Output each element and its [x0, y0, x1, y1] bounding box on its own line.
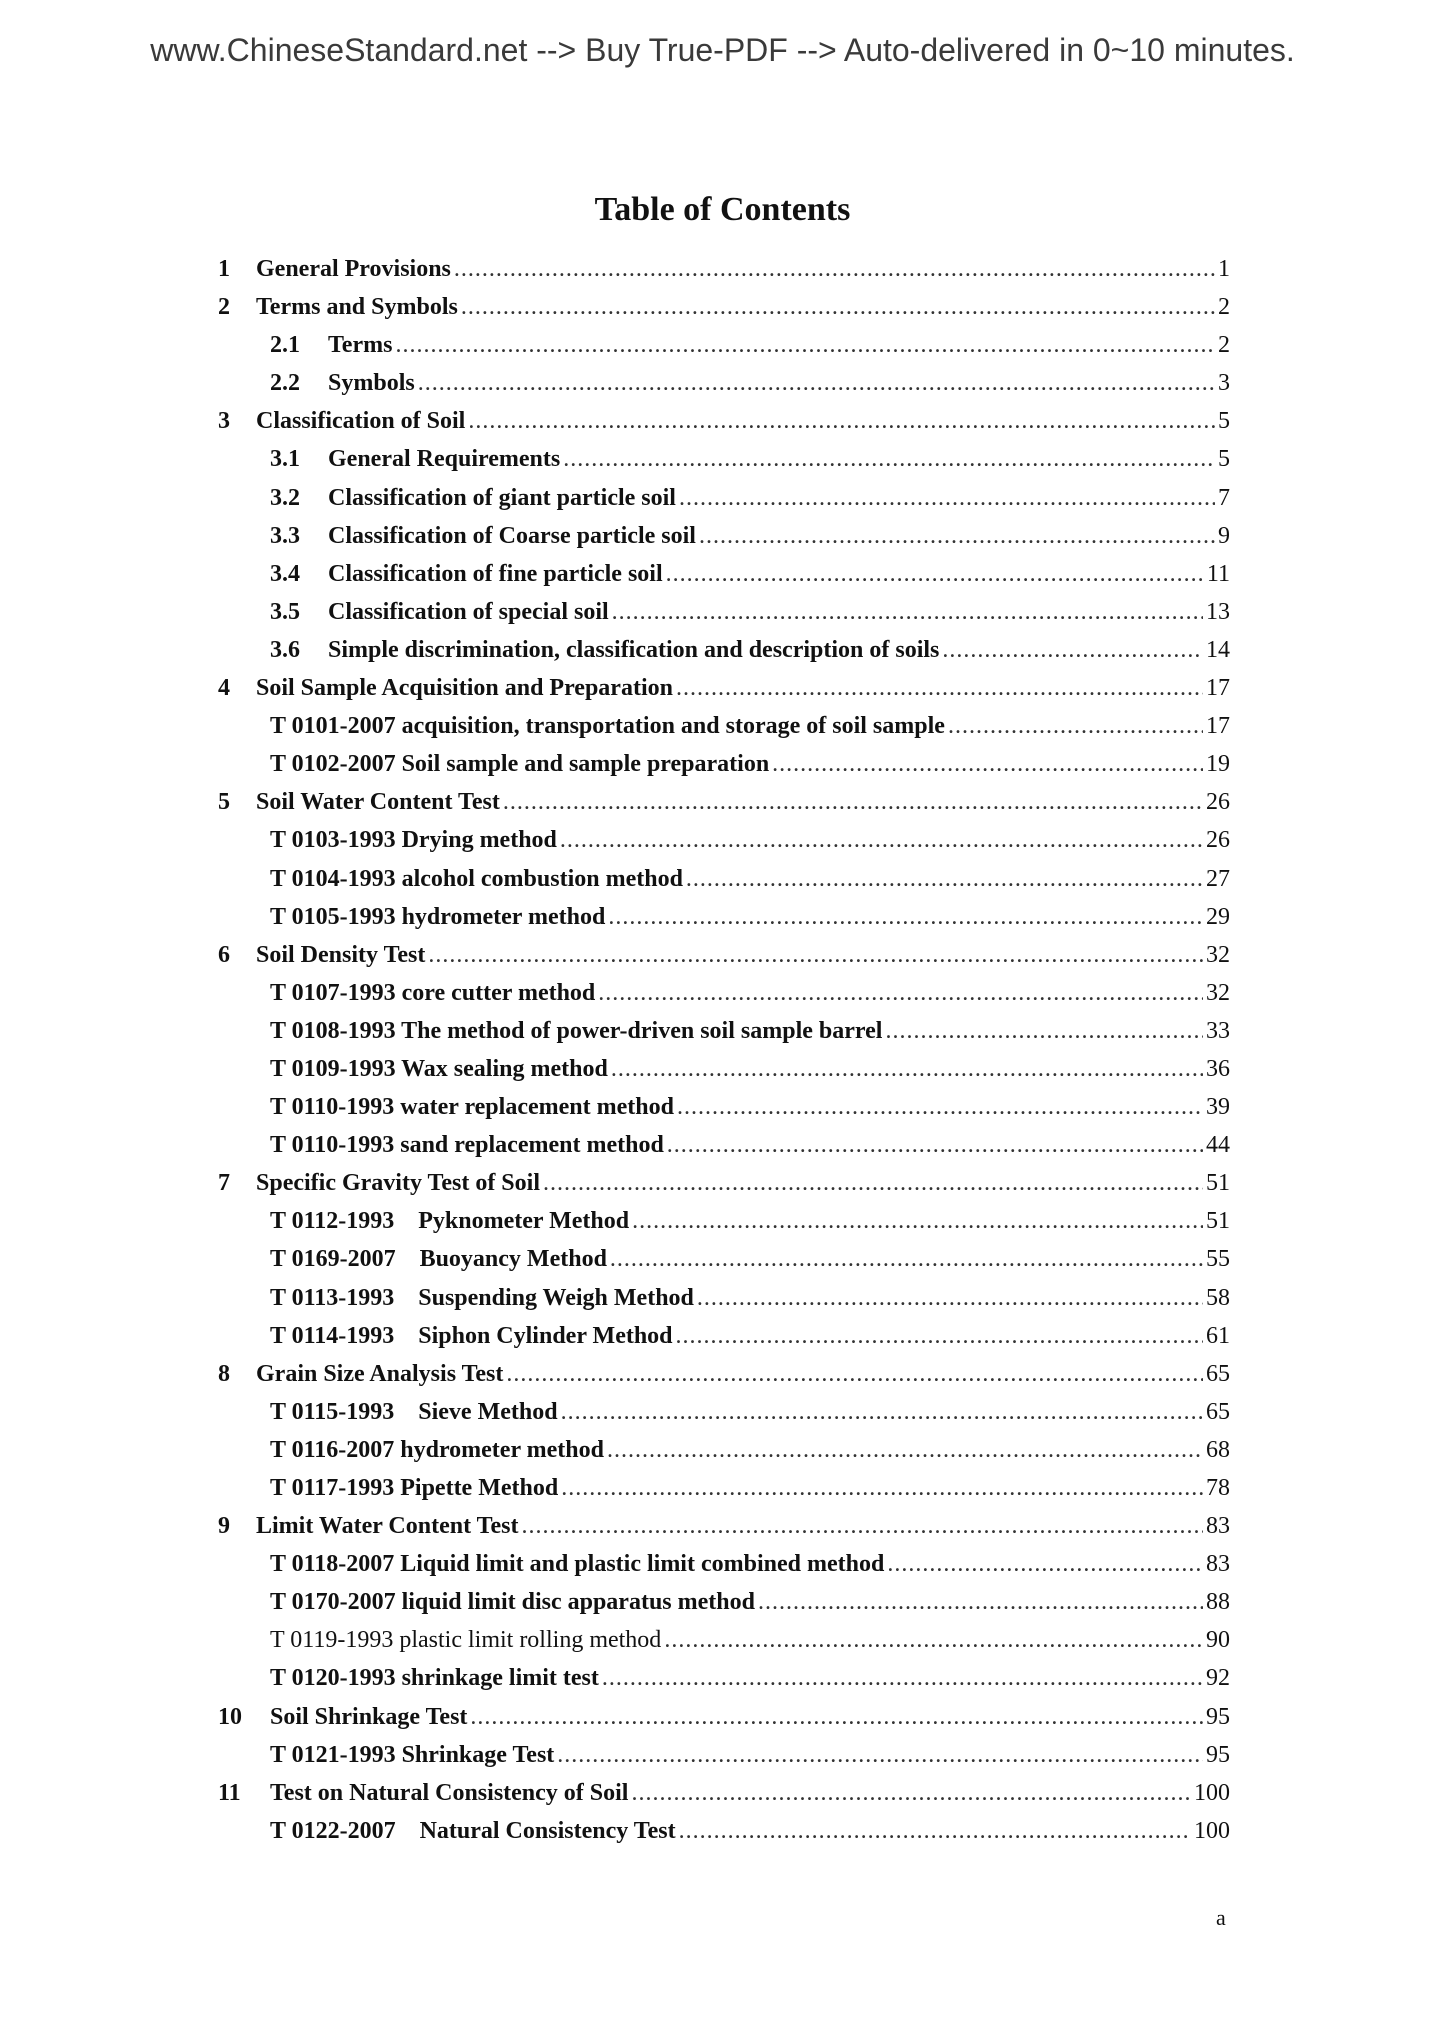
toc-entry-page: 68	[1206, 1436, 1230, 1463]
toc-chapter-entry[interactable]	[218, 1704, 1230, 1742]
toc-entry-page: 61	[1206, 1322, 1230, 1349]
toc-dot-leader	[521, 1513, 1203, 1540]
toc-entry-title: Soil Density Test	[256, 941, 426, 968]
page-number: a	[1216, 1905, 1226, 1930]
toc-dot-leader	[612, 599, 1203, 626]
toc-section-entry[interactable]	[218, 713, 1230, 751]
toc-chapter-entry[interactable]	[218, 789, 1230, 827]
toc-section-entry[interactable]	[218, 1094, 1230, 1132]
toc-entry-title: General Requirements	[328, 446, 561, 473]
toc-entry-title: Test on Natural Consistency of Soil	[270, 1779, 629, 1806]
toc-section-entry[interactable]	[218, 523, 1230, 561]
toc-entry-page: 9	[1218, 522, 1230, 549]
table-of-contents	[218, 256, 1230, 1856]
toc-entry-number: 5	[218, 789, 230, 816]
toc-entry-page: 100	[1194, 1817, 1230, 1844]
toc-entry-page: 5	[1218, 408, 1230, 435]
toc-entry-number: 2	[218, 294, 230, 321]
toc-chapter-entry[interactable]	[218, 256, 1230, 294]
toc-dot-leader	[679, 485, 1215, 512]
toc-entry-page: 44	[1206, 1132, 1230, 1159]
toc-entry-page: 33	[1206, 1017, 1230, 1044]
toc-dot-leader	[506, 1361, 1203, 1388]
toc-entry-page: 100	[1194, 1779, 1230, 1806]
toc-entry-number: 2.1	[270, 332, 300, 359]
toc-dot-leader	[461, 294, 1215, 321]
toc-entry-page: 29	[1206, 903, 1230, 930]
toc-entry-page: 90	[1206, 1627, 1230, 1654]
toc-dot-leader	[632, 1208, 1203, 1235]
toc-section-entry[interactable]	[218, 1589, 1230, 1627]
toc-dot-leader	[699, 523, 1215, 550]
toc-entry-number: 3	[218, 408, 230, 435]
toc-dot-leader	[631, 1780, 1191, 1807]
toc-entry-number: 9	[218, 1513, 230, 1540]
toc-entry-title: Classification of special soil	[328, 598, 609, 625]
toc-entry-title: T 0113-1993 Suspending Weigh Method	[270, 1284, 694, 1311]
toc-entry-page: 32	[1206, 941, 1230, 968]
toc-entry-title: Simple discrimination, classification and description of soils	[328, 636, 940, 663]
toc-section-entry[interactable]	[218, 446, 1230, 484]
toc-dot-leader	[948, 713, 1203, 740]
toc-entry-page: 55	[1206, 1246, 1230, 1273]
toc-entry-page: 26	[1206, 789, 1230, 816]
toc-entry-number: 10	[218, 1703, 242, 1730]
toc-entry-title: T 0122-2007 Natural Consistency Test	[270, 1817, 676, 1844]
toc-section-entry[interactable]	[218, 1475, 1230, 1513]
toc-entry-page: 2	[1218, 294, 1230, 321]
toc-section-entry[interactable]	[218, 1399, 1230, 1437]
toc-entry-title: General Provisions	[256, 256, 451, 282]
toc-entry-page: 92	[1206, 1665, 1230, 1692]
toc-entry-page: 7	[1218, 484, 1230, 511]
toc-chapter-entry[interactable]	[218, 1513, 1230, 1551]
toc-entry-title: Classification of Coarse particle soil	[328, 522, 696, 549]
toc-dot-leader	[676, 1323, 1203, 1350]
toc-entry-number: 2.2	[270, 370, 300, 397]
toc-section-entry[interactable]	[218, 827, 1230, 865]
toc-dot-leader	[942, 637, 1203, 664]
toc-dot-leader	[758, 1589, 1203, 1616]
toc-dot-leader	[557, 1742, 1203, 1769]
toc-entry-title: T 0110-1993 sand replacement method	[270, 1132, 664, 1159]
toc-entry-number: 3.3	[270, 522, 300, 549]
toc-entry-number: 6	[218, 941, 230, 968]
toc-section-entry[interactable]	[218, 1742, 1230, 1780]
toc-entry-page: 95	[1206, 1741, 1230, 1768]
toc-entry-page: 32	[1206, 979, 1230, 1006]
toc-dot-leader	[664, 1627, 1203, 1654]
toc-chapter-entry[interactable]	[218, 675, 1230, 713]
toc-entry-title: Soil Water Content Test	[256, 789, 500, 816]
toc-dot-leader	[468, 408, 1215, 435]
toc-entry-number: 7	[218, 1170, 230, 1197]
toc-dot-leader	[772, 751, 1203, 778]
toc-entry-page: 95	[1206, 1703, 1230, 1730]
toc-section-entry[interactable]	[218, 1627, 1230, 1665]
toc-dot-leader	[560, 827, 1203, 854]
toc-entry-page: 83	[1206, 1513, 1230, 1540]
toc-entry-number: 4	[218, 675, 230, 702]
toc-entry-title: T 0103-1993 Drying method	[270, 827, 557, 854]
toc-dot-leader	[679, 1818, 1191, 1845]
toc-entry-title: T 0112-1993 Pyknometer Method	[270, 1208, 630, 1235]
toc-dot-leader	[503, 789, 1203, 816]
toc-entry-title: T 0120-1993 shrinkage limit test	[270, 1665, 599, 1692]
toc-entry-number: 1	[218, 256, 230, 282]
toc-dot-leader	[676, 675, 1203, 702]
toc-entry-title: T 0118-2007 Liquid limit and plastic limit combined method	[270, 1551, 885, 1578]
toc-entry-number: 3.5	[270, 598, 300, 625]
toc-entry-title: T 0102-2007 Soil sample and sample preparation	[270, 751, 770, 778]
toc-section-entry[interactable]	[218, 1323, 1230, 1361]
toc-section-entry[interactable]	[218, 599, 1230, 637]
toc-entry-title: T 0107-1993 core cutter method	[270, 979, 596, 1006]
toc-entry-title: Soil Sample Acquisition and Preparation	[256, 675, 673, 702]
toc-dot-leader	[611, 1056, 1203, 1083]
toc-dot-leader	[598, 980, 1203, 1007]
toc-entry-title: Terms	[328, 332, 393, 359]
toc-entry-number: 3.1	[270, 446, 300, 473]
toc-entry-page: 11	[1206, 560, 1230, 587]
toc-entry-page: 14	[1206, 636, 1230, 663]
toc-entry-page: 26	[1206, 827, 1230, 854]
toc-dot-leader	[608, 904, 1203, 931]
toc-entry-number: 11	[218, 1779, 241, 1806]
toc-entry-page: 83	[1206, 1551, 1230, 1578]
toc-entry-title: T 0116-2007 hydrometer method	[270, 1436, 604, 1463]
toc-dot-leader	[667, 1132, 1203, 1159]
toc-dot-leader	[686, 866, 1203, 893]
toc-entry-title: T 0110-1993 water replacement method	[270, 1094, 674, 1121]
toc-section-entry[interactable]	[218, 1208, 1230, 1246]
toc-section-entry[interactable]	[218, 1818, 1230, 1856]
toc-entry-title: T 0121-1993 Shrinkage Test	[270, 1741, 555, 1768]
toc-dot-leader	[610, 1246, 1203, 1273]
toc-entry-title: T 0109-1993 Wax sealing method	[270, 1055, 608, 1082]
toc-section-entry[interactable]	[218, 637, 1230, 675]
toc-entry-number: 3.4	[270, 560, 300, 587]
toc-dot-leader	[602, 1665, 1203, 1692]
toc-section-entry[interactable]	[218, 980, 1230, 1018]
toc-entry-title: Specific Gravity Test of Soil	[256, 1170, 540, 1197]
toc-entry-page: 13	[1206, 598, 1230, 625]
toc-dot-leader	[561, 1475, 1203, 1502]
toc-entry-title: T 0117-1993 Pipette Method	[270, 1475, 559, 1501]
toc-dot-leader	[543, 1170, 1203, 1197]
toc-entry-title: Limit Water Content Test	[256, 1513, 519, 1540]
toc-chapter-entry[interactable]	[218, 408, 1230, 446]
toc-entry-page: 27	[1206, 865, 1230, 892]
toc-entry-page: 3	[1218, 370, 1230, 397]
toc-entry-title: Classification of giant particle soil	[328, 484, 676, 511]
toc-entry-page: 36	[1206, 1055, 1230, 1082]
toc-entry-title: T 0101-2007 acquisition, transportation and storage of soil sample	[270, 713, 945, 740]
toc-section-entry[interactable]	[218, 751, 1230, 789]
toc-entry-title: T 0108-1993 The method of power-driven soil sample barrel	[270, 1017, 883, 1044]
toc-chapter-entry[interactable]	[218, 1780, 1230, 1818]
toc-entry-title: Classification of fine particle soil	[328, 560, 663, 587]
toc-entry-number: 8	[218, 1360, 230, 1387]
toc-section-entry[interactable]	[218, 1437, 1230, 1475]
toc-section-entry[interactable]	[218, 1551, 1230, 1589]
toc-dot-leader	[561, 1399, 1203, 1426]
toc-chapter-entry[interactable]	[218, 294, 1230, 332]
toc-entry-page: 65	[1206, 1398, 1230, 1425]
toc-dot-leader	[677, 1094, 1203, 1121]
toc-chapter-entry[interactable]	[218, 1170, 1230, 1208]
toc-entry-page: 65	[1206, 1360, 1230, 1387]
toc-entry-title: T 0115-1993 Sieve Method	[270, 1398, 558, 1425]
toc-section-entry[interactable]	[218, 904, 1230, 942]
toc-entry-title: T 0114-1993 Siphon Cylinder Method	[270, 1322, 673, 1349]
top-banner[interactable]: www.ChineseStandard.net --> Buy True-PDF --> Auto-delivered in 0~10 minutes.	[150, 32, 1295, 68]
toc-section-entry[interactable]	[218, 866, 1230, 904]
toc-entry-title: Symbols	[328, 370, 415, 397]
toc-section-entry[interactable]	[218, 332, 1230, 370]
toc-section-entry[interactable]	[218, 485, 1230, 523]
toc-dot-leader	[885, 1018, 1203, 1045]
toc-section-entry[interactable]	[218, 370, 1230, 408]
toc-section-entry[interactable]	[218, 561, 1230, 599]
toc-section-entry[interactable]	[218, 1132, 1230, 1170]
toc-dot-leader	[666, 561, 1204, 588]
toc-dot-leader	[887, 1551, 1203, 1578]
page-title: Table of Contents	[594, 191, 851, 228]
toc-section-entry[interactable]	[218, 1246, 1230, 1284]
toc-dot-leader	[418, 370, 1215, 397]
toc-entry-page: 39	[1206, 1094, 1230, 1121]
toc-entry-title: Soil Shrinkage Test	[270, 1703, 468, 1730]
toc-dot-leader	[697, 1285, 1203, 1312]
toc-entry-page: 58	[1206, 1284, 1230, 1311]
toc-entry-title: Grain Size Analysis Test	[256, 1360, 504, 1387]
toc-entry-title: T 0104-1993 alcohol combustion method	[270, 865, 683, 892]
toc-entry-page: 17	[1206, 675, 1230, 702]
toc-entry-title: T 0169-2007 Buoyancy Method	[270, 1246, 607, 1273]
toc-entry-title: Terms and Symbols	[256, 294, 458, 321]
toc-section-entry[interactable]	[218, 1285, 1230, 1323]
toc-section-entry[interactable]	[218, 1056, 1230, 1094]
toc-entry-title: T 0119-1993 plastic limit rolling method	[270, 1627, 662, 1654]
toc-entry-page: 51	[1206, 1170, 1230, 1197]
toc-entry-page: 5	[1218, 446, 1230, 473]
toc-entry-page: 19	[1206, 751, 1230, 778]
toc-entry-title: T 0105-1993 hydrometer method	[270, 903, 606, 930]
toc-dot-leader	[454, 256, 1215, 283]
toc-section-entry[interactable]	[218, 1665, 1230, 1703]
toc-entry-page: 2	[1218, 332, 1230, 359]
toc-dot-leader	[428, 942, 1203, 969]
toc-entry-page: 88	[1206, 1589, 1230, 1616]
toc-entry-number: 3.6	[270, 636, 300, 663]
toc-dot-leader	[607, 1437, 1203, 1464]
toc-entry-page: 78	[1206, 1475, 1230, 1501]
toc-entry-title: Classification of Soil	[256, 408, 466, 435]
toc-entry-page: 1	[1218, 256, 1230, 282]
toc-chapter-entry[interactable]	[218, 942, 1230, 980]
toc-dot-leader	[563, 446, 1215, 473]
toc-dot-leader	[470, 1704, 1203, 1731]
toc-entry-page: 51	[1206, 1208, 1230, 1235]
toc-entry-page: 17	[1206, 713, 1230, 740]
toc-section-entry[interactable]	[218, 1018, 1230, 1056]
toc-chapter-entry[interactable]	[218, 1361, 1230, 1399]
toc-entry-title: T 0170-2007 liquid limit disc apparatus method	[270, 1589, 755, 1616]
toc-dot-leader	[395, 332, 1215, 359]
toc-entry-number: 3.2	[270, 484, 300, 511]
